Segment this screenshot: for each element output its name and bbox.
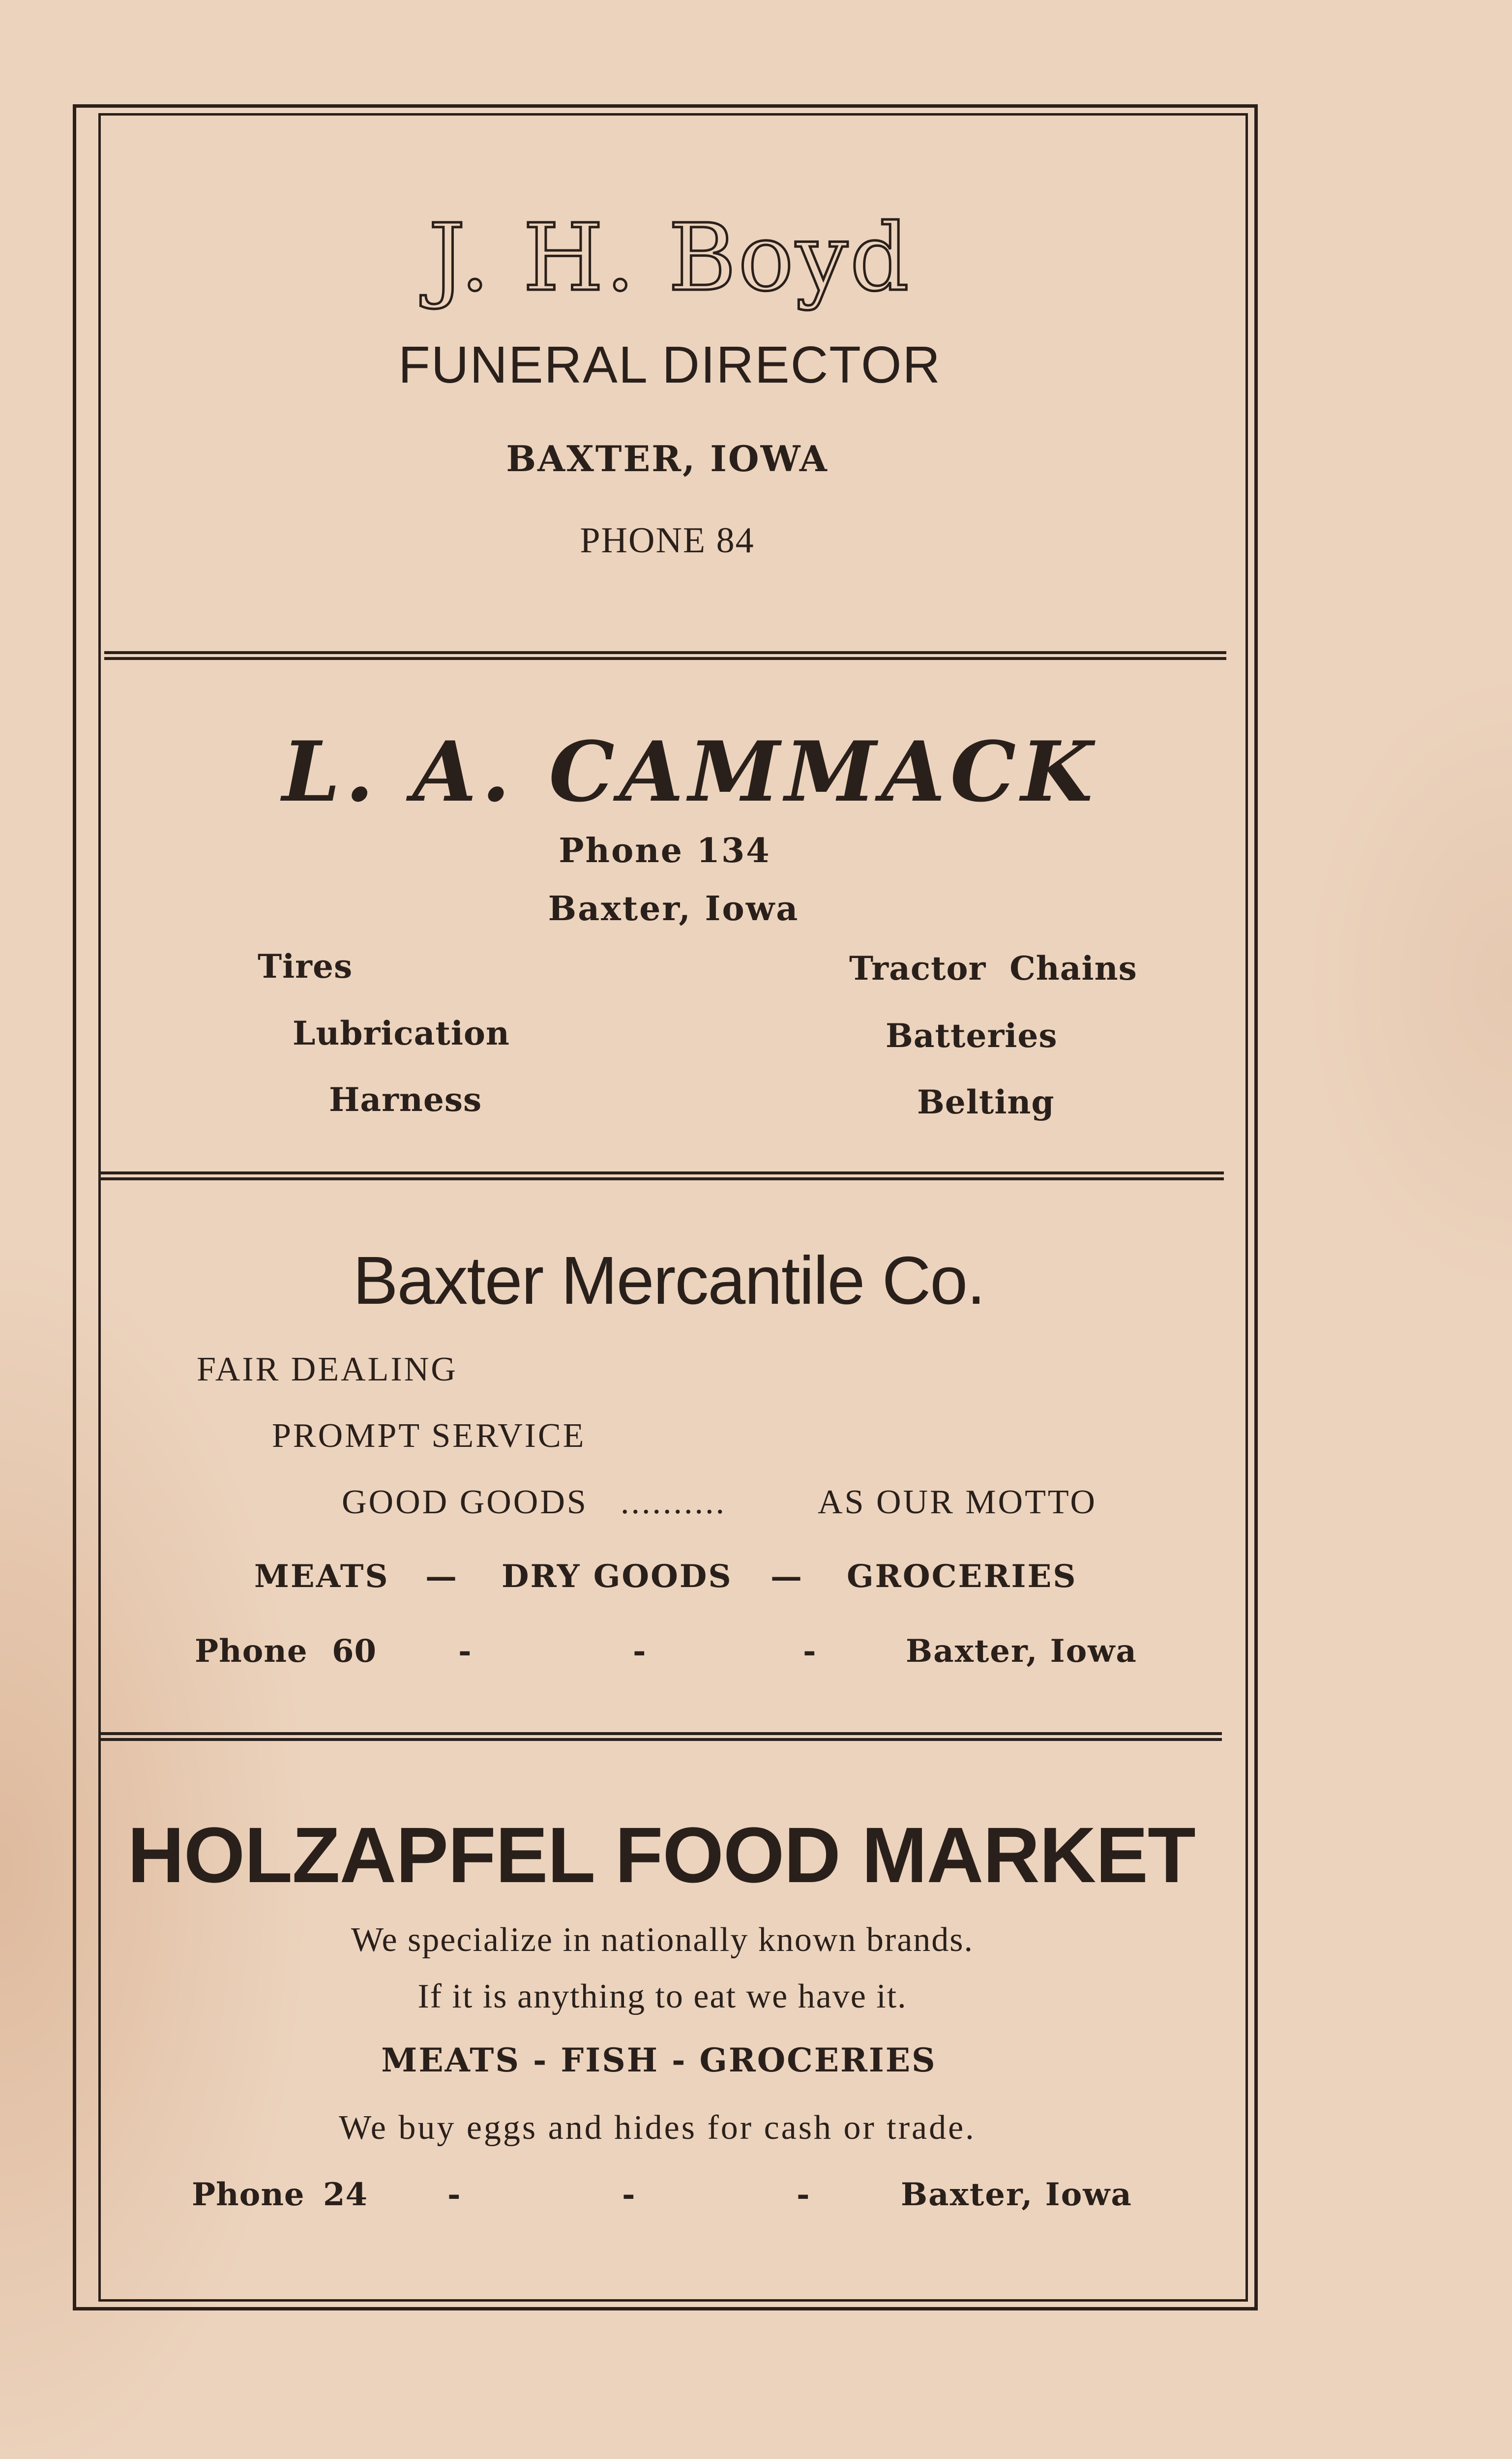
cammack-phone: Phone 134 [559,831,771,870]
mercantile-separator-1: - [458,1633,472,1670]
divider-2 [101,1171,1224,1180]
boyd-phone: PHONE 84 [580,520,755,561]
holzapfel-name: HOLZAPFEL FOOD MARKET [127,1811,1195,1899]
mercantile-line-dots: .......... [621,1483,726,1521]
divider-3 [101,1732,1222,1741]
mercantile-location: Baxter, Iowa [906,1633,1137,1670]
holzapfel-line-brands: We specialize in nationally known brands. [351,1921,974,1959]
mercantile-line-motto: AS OUR MOTTO [818,1483,1097,1521]
holzapfel-separator-2: - [622,2176,635,2213]
holzapfel-separator-3: - [797,2176,810,2213]
cammack-item-lubrication: Lubrication [293,1014,510,1052]
mercantile-line-prompt-service: PROMPT SERVICE [272,1417,586,1455]
boyd-name: J. H. Boyd [428,204,911,312]
divider-1 [104,651,1226,660]
mercantile-phone-label: Phone [195,1633,308,1670]
mercantile-category-groceries: GROCERIES [847,1558,1077,1595]
holzapfel-line-eat: If it is anything to eat we have it. [417,1978,907,2015]
holzapfel-line-eggs: We buy eggs and hides for cash or trade. [339,2109,976,2147]
mercantile-line-good-goods: GOOD GOODS [342,1483,588,1521]
cammack-item-tractor-chains: Tractor Chains [849,949,1137,988]
cammack-location: Baxter, Iowa [548,889,800,929]
mercantile-line-fair-dealing: FAIR DEALING [197,1350,458,1388]
mercantile-category-dry-goods: DRY GOODS [502,1558,733,1595]
holzapfel-phone-label: Phone [192,2176,305,2213]
cammack-item-tires: Tires [258,947,353,986]
mercantile-dash-1: — [425,1558,457,1595]
boyd-title: FUNERAL DIRECTOR [398,336,941,394]
cammack-item-harness: Harness [329,1080,482,1119]
mercantile-name: Baxter Mercantile Co. [353,1243,985,1319]
boyd-location: BAXTER, IOWA [506,438,829,480]
cammack-item-belting: Belting [917,1083,1055,1121]
holzapfel-phone-number: 24 [323,2176,368,2213]
holzapfel-line-categories: MEATS - FISH - GROCERIES [381,2041,937,2079]
cammack-name: L. A. CAMMACK [282,723,1098,820]
holzapfel-location: Baxter, Iowa [901,2176,1132,2213]
holzapfel-separator-1: - [447,2176,461,2213]
mercantile-dash-2: — [771,1558,802,1595]
mercantile-category-meats: MEATS [254,1558,389,1595]
mercantile-phone-number: 60 [332,1633,377,1670]
mercantile-separator-2: - [633,1633,646,1670]
mercantile-separator-3: - [803,1633,816,1670]
cammack-item-batteries: Batteries [886,1017,1058,1055]
